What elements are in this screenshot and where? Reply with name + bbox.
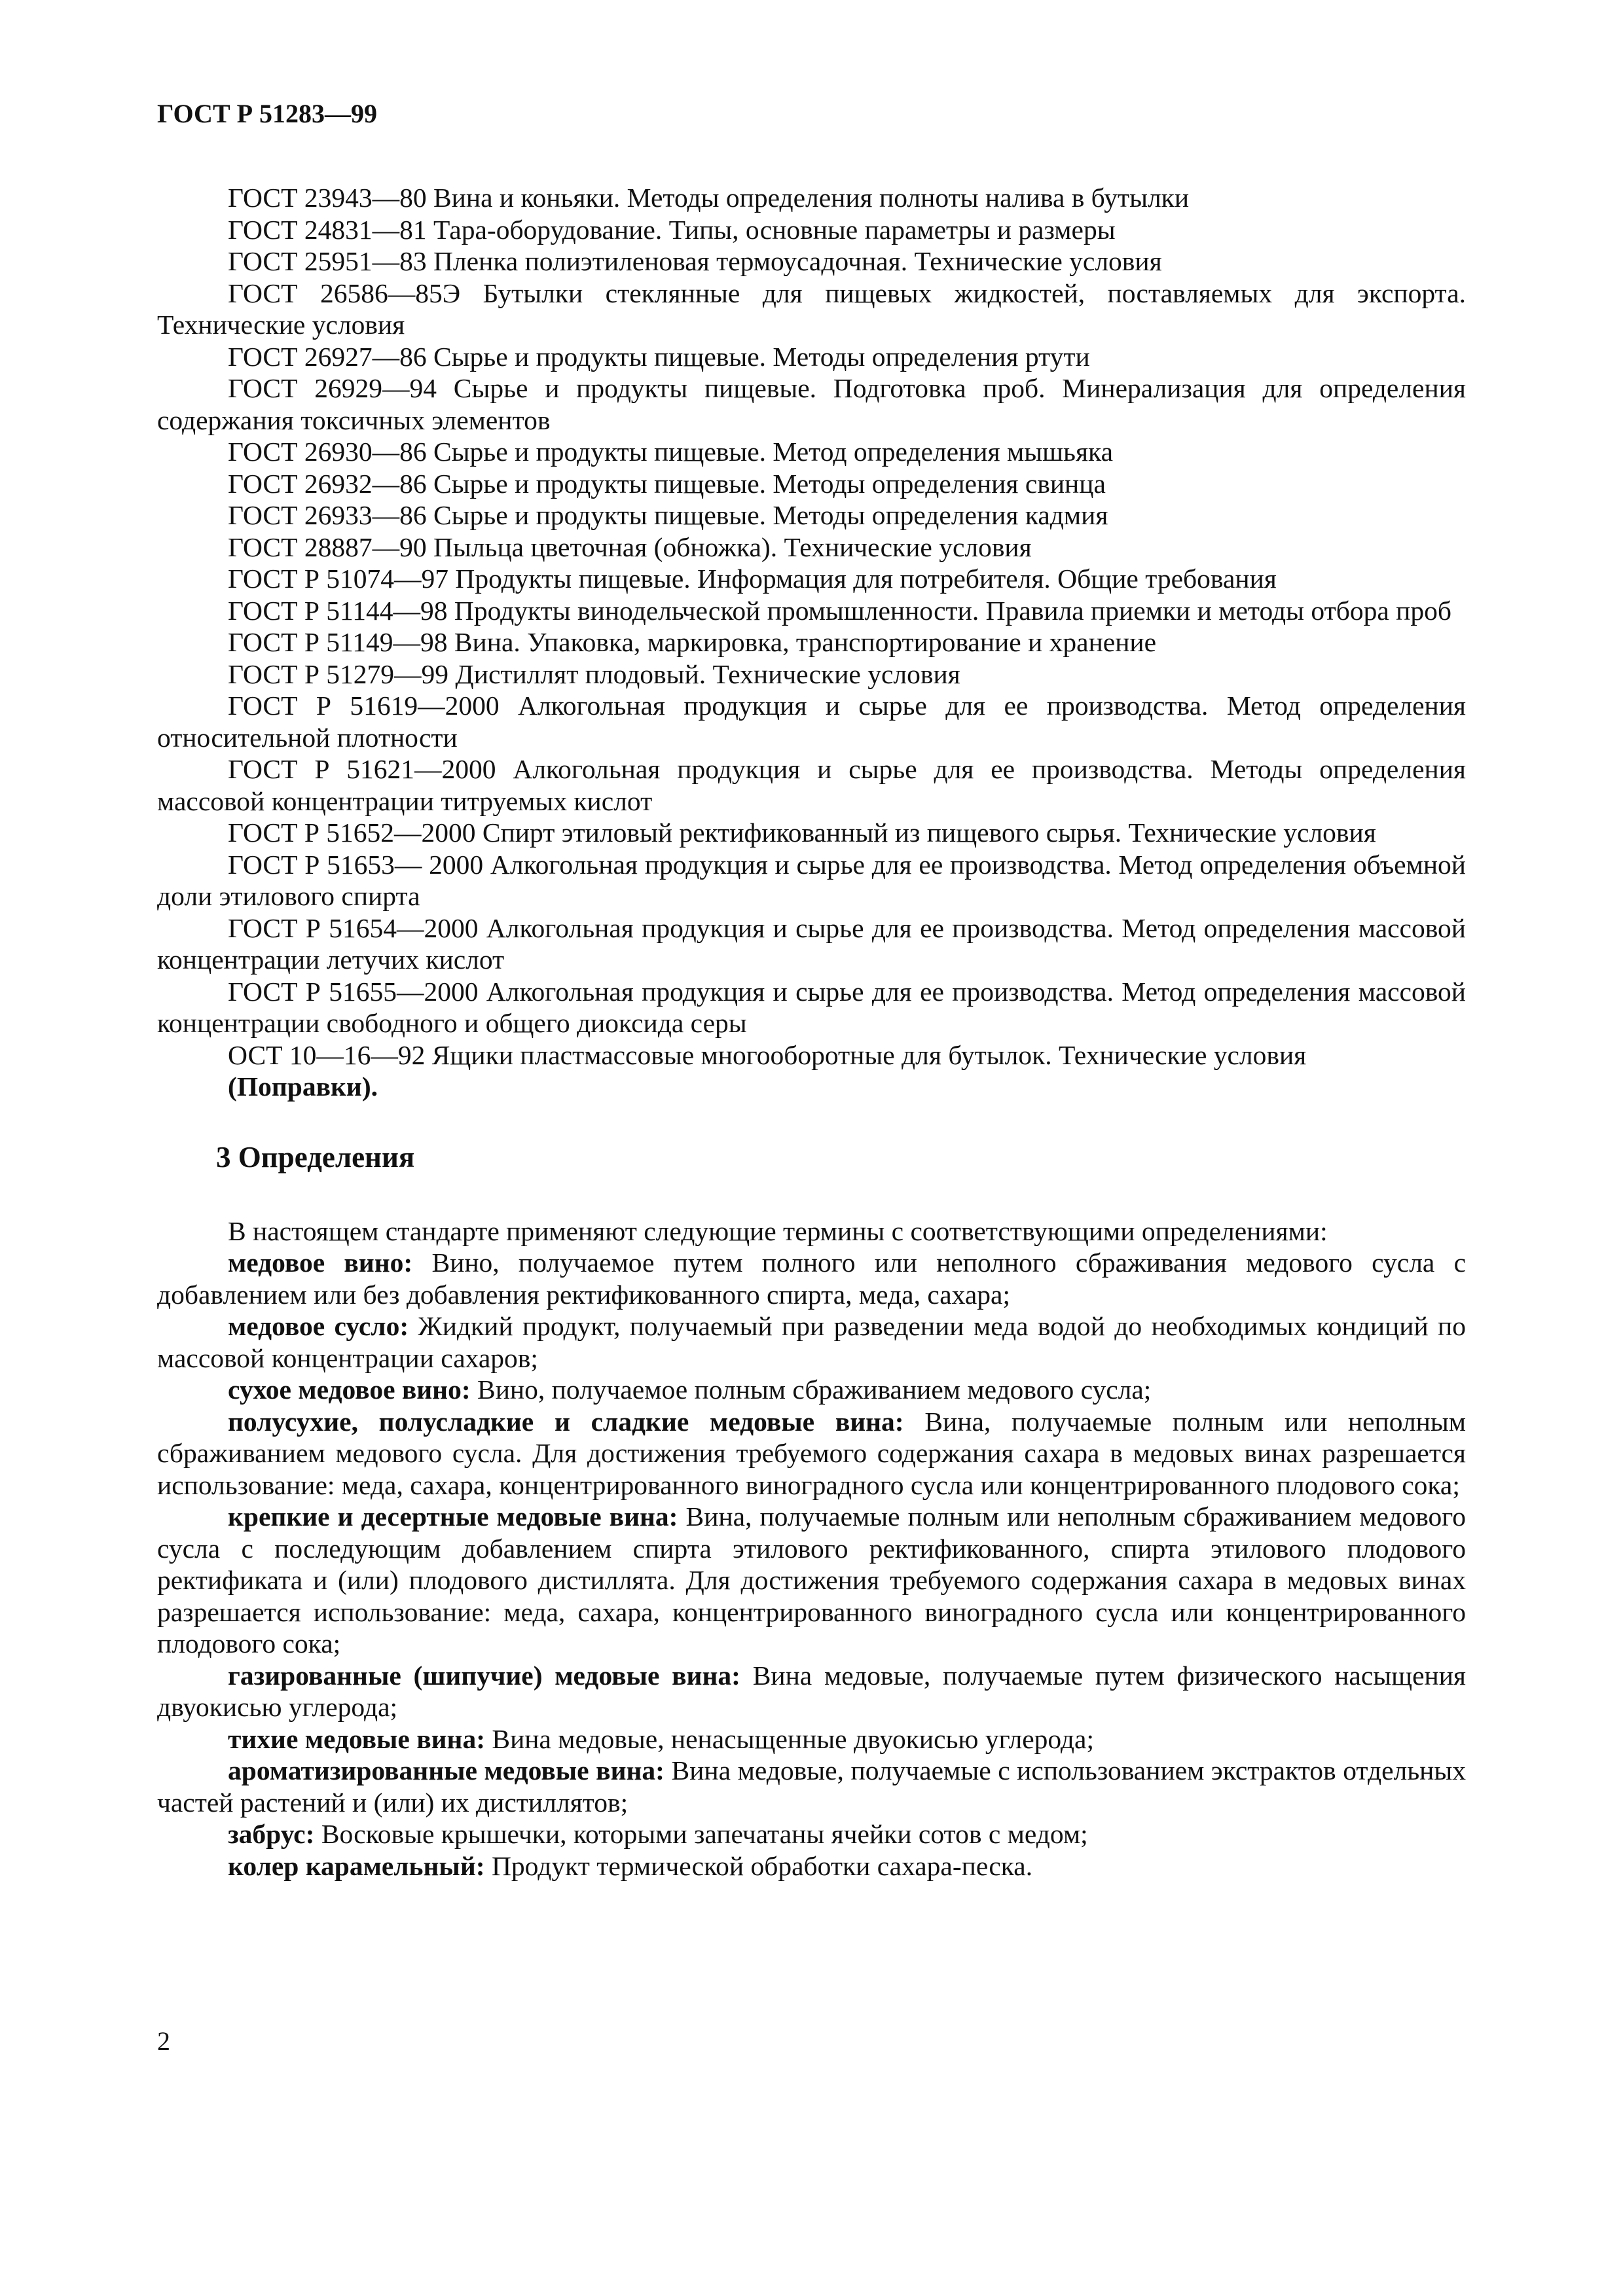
reference-item: ГОСТ Р 51144—98 Продукты винодельческой промышленности. Правила приемки и методы отбора проб [228,595,1451,626]
definition-term: забрус: [228,1819,315,1849]
definition-item [157,1755,1466,1818]
reference-item: ГОСТ Р 51653— 2000 Алкогольная продукция и сырье для ее производства. Метод определения объемной доли этилового спирта [157,849,1466,911]
reference-item: ГОСТ Р 51279—99 Дистиллят плодовый. Технические условия [228,658,960,689]
definition-item [157,1723,1466,1755]
definition-text: Вино, получаемое путем полного или неполного сбраживания медового сусла с добавлением или без добавления ректификованного спирта, меда, сахара; [157,1247,1467,1310]
definitions-section [157,1215,1466,1882]
reference-item: ГОСТ 28887—90 Пыльца цветочная (обножка). Технические условия [228,531,1032,562]
page-number: 2 [157,2026,170,2056]
reference-item: ГОСТ 26927—86 Сырье и продукты пищевые. Методы определения ртути [228,341,1090,372]
definition-text: Жидкий продукт, получаемый при разведении меда водой до необходимых кондиций по массовой концентрации сахаров; [157,1311,1466,1373]
definition-text: Вина медовые, получаемые с использованием экстрактов отдельных частей растений и (или) их дистиллятов; [157,1755,1466,1818]
definition-text: Вина медовые, получаемые путем физического насыщения двуокисью углерода; [157,1660,1467,1722]
reference-item: ГОСТ 26932—86 Сырье и продукты пищевые. Методы определения свинца [228,468,1106,499]
definition-item [157,1850,1466,1882]
definition-item [157,1660,1466,1723]
reference-item: ГОСТ Р 51074—97 Продукты пищевые. Информация для потребителя. Общие требования [228,564,1277,594]
reference-item: ГОСТ 26930—86 Сырье и продукты пищевые. Метод определения мышьяка [228,437,1114,467]
reference-item: ГОСТ Р 51652—2000 Спирт этиловый ректификованный из пищевого сырья. Технические условия [228,817,1376,848]
reference-item: ГОСТ 26933—86 Сырье и продукты пищевые. Методы определения кадмия [228,500,1108,530]
definition-term: медовое сусло: [228,1311,409,1341]
definition-text: Вина, получаемые полным или неполным сбраживанием медового сусла. Для достижения требуемого содержания сахара в медовых винах разрешается использование: меда, сахара, концентрированного виноградного сусла или концентрированного плодового сока; [157,1406,1467,1500]
reference-item: ГОСТ Р 51619—2000 Алкогольная продукция и сырье для ее производства. Метод определения относительной плотности [157,691,1466,753]
section-intro: В настоящем стандарте применяют следующие термины с соответствующими определениями: [228,1215,1328,1246]
definition-term: медовое вино: [228,1247,413,1278]
reference-item: ГОСТ Р 51149—98 Вина. Упаковка, маркировка, транспортирование и хранение [228,627,1157,657]
definition-item [157,1406,1466,1501]
reference-item: ГОСТ Р 51654—2000 Алкогольная продукция и сырье для ее производства. Метод определения массовой концентрации летучих кислот [157,912,1466,975]
definition-text: Вино, получаемое полным сбраживанием медового сусла; [477,1374,1152,1405]
definition-term: колер карамельный: [228,1850,485,1881]
definition-item [157,1818,1466,1850]
definition-item [157,1501,1466,1660]
normative-references [157,182,1466,1103]
definition-term: полусухие, полусладкие и сладкие медовые вина: [228,1406,904,1437]
definition-term: сухое медовое вино: [228,1374,471,1405]
definition-text: Продукт термической обработки сахара-песка. [491,1850,1033,1881]
reference-item: ГОСТ 23943—80 Вина и коньяки. Методы определения полноты налива в бутылки [228,183,1190,213]
reference-item: ГОСТ 24831—81 Тара-оборудование. Типы, основные параметры и размеры [228,214,1116,245]
document-header: ГОСТ Р 51283—99 [157,99,378,128]
definition-text: Вина, получаемые полным или неполным сбраживанием медового сусла с последующим добавлением спирта этилового ректификованного, спирта этилового плодового ректификата и (или) плодового дистиллята. Для достижения требуемого содержания сахара в медовых винах разрешается использование: меда, сахара, концентрированного виноградного сусла или концентрированного плодового сока; [157,1501,1466,1659]
reference-item: ОСТ 10—16—92 Ящики пластмассовые многооборотные для бутылок. Технические условия [228,1039,1307,1070]
definition-item [157,1247,1466,1310]
definition-text: Восковые крышечки, которыми запечатаны ячейки сотов с медом; [321,1819,1088,1849]
definition-term: ароматизированные медовые вина: [228,1755,665,1785]
reference-item: ГОСТ Р 51655—2000 Алкогольная продукция и сырье для ее производства. Метод определения массовой концентрации свободного и общего диоксида серы [157,976,1466,1038]
definition-term: газированные (шипучие) медовые вина: [228,1660,740,1691]
definition-term: крепкие и десертные медовые вина: [228,1501,678,1532]
reference-item: ГОСТ 26929—94 Сырье и продукты пищевые. Подготовка проб. Минерализация для определения содержания токсичных элементов [157,373,1466,435]
definition-item [157,1310,1466,1374]
definition-item [157,1374,1466,1406]
reference-item: ГОСТ 26586—85Э Бутылки стеклянные для пищевых жидкостей, поставляемых для экспорта. Технические условия [157,278,1466,340]
definition-term: тихие медовые вина: [228,1723,486,1754]
definition-text: Вина медовые, ненасыщенные двуокисью углерода; [492,1723,1094,1754]
amendments-note: (Поправки). [228,1071,378,1102]
section-title: 3 Определения [216,1140,415,1174]
reference-item: ГОСТ Р 51621—2000 Алкогольная продукция и сырье для ее производства. Методы определения массовой концентрации титруемых кислот [157,754,1466,816]
reference-item: ГОСТ 25951—83 Пленка полиэтиленовая термоусадочная. Технические условия [228,246,1162,276]
